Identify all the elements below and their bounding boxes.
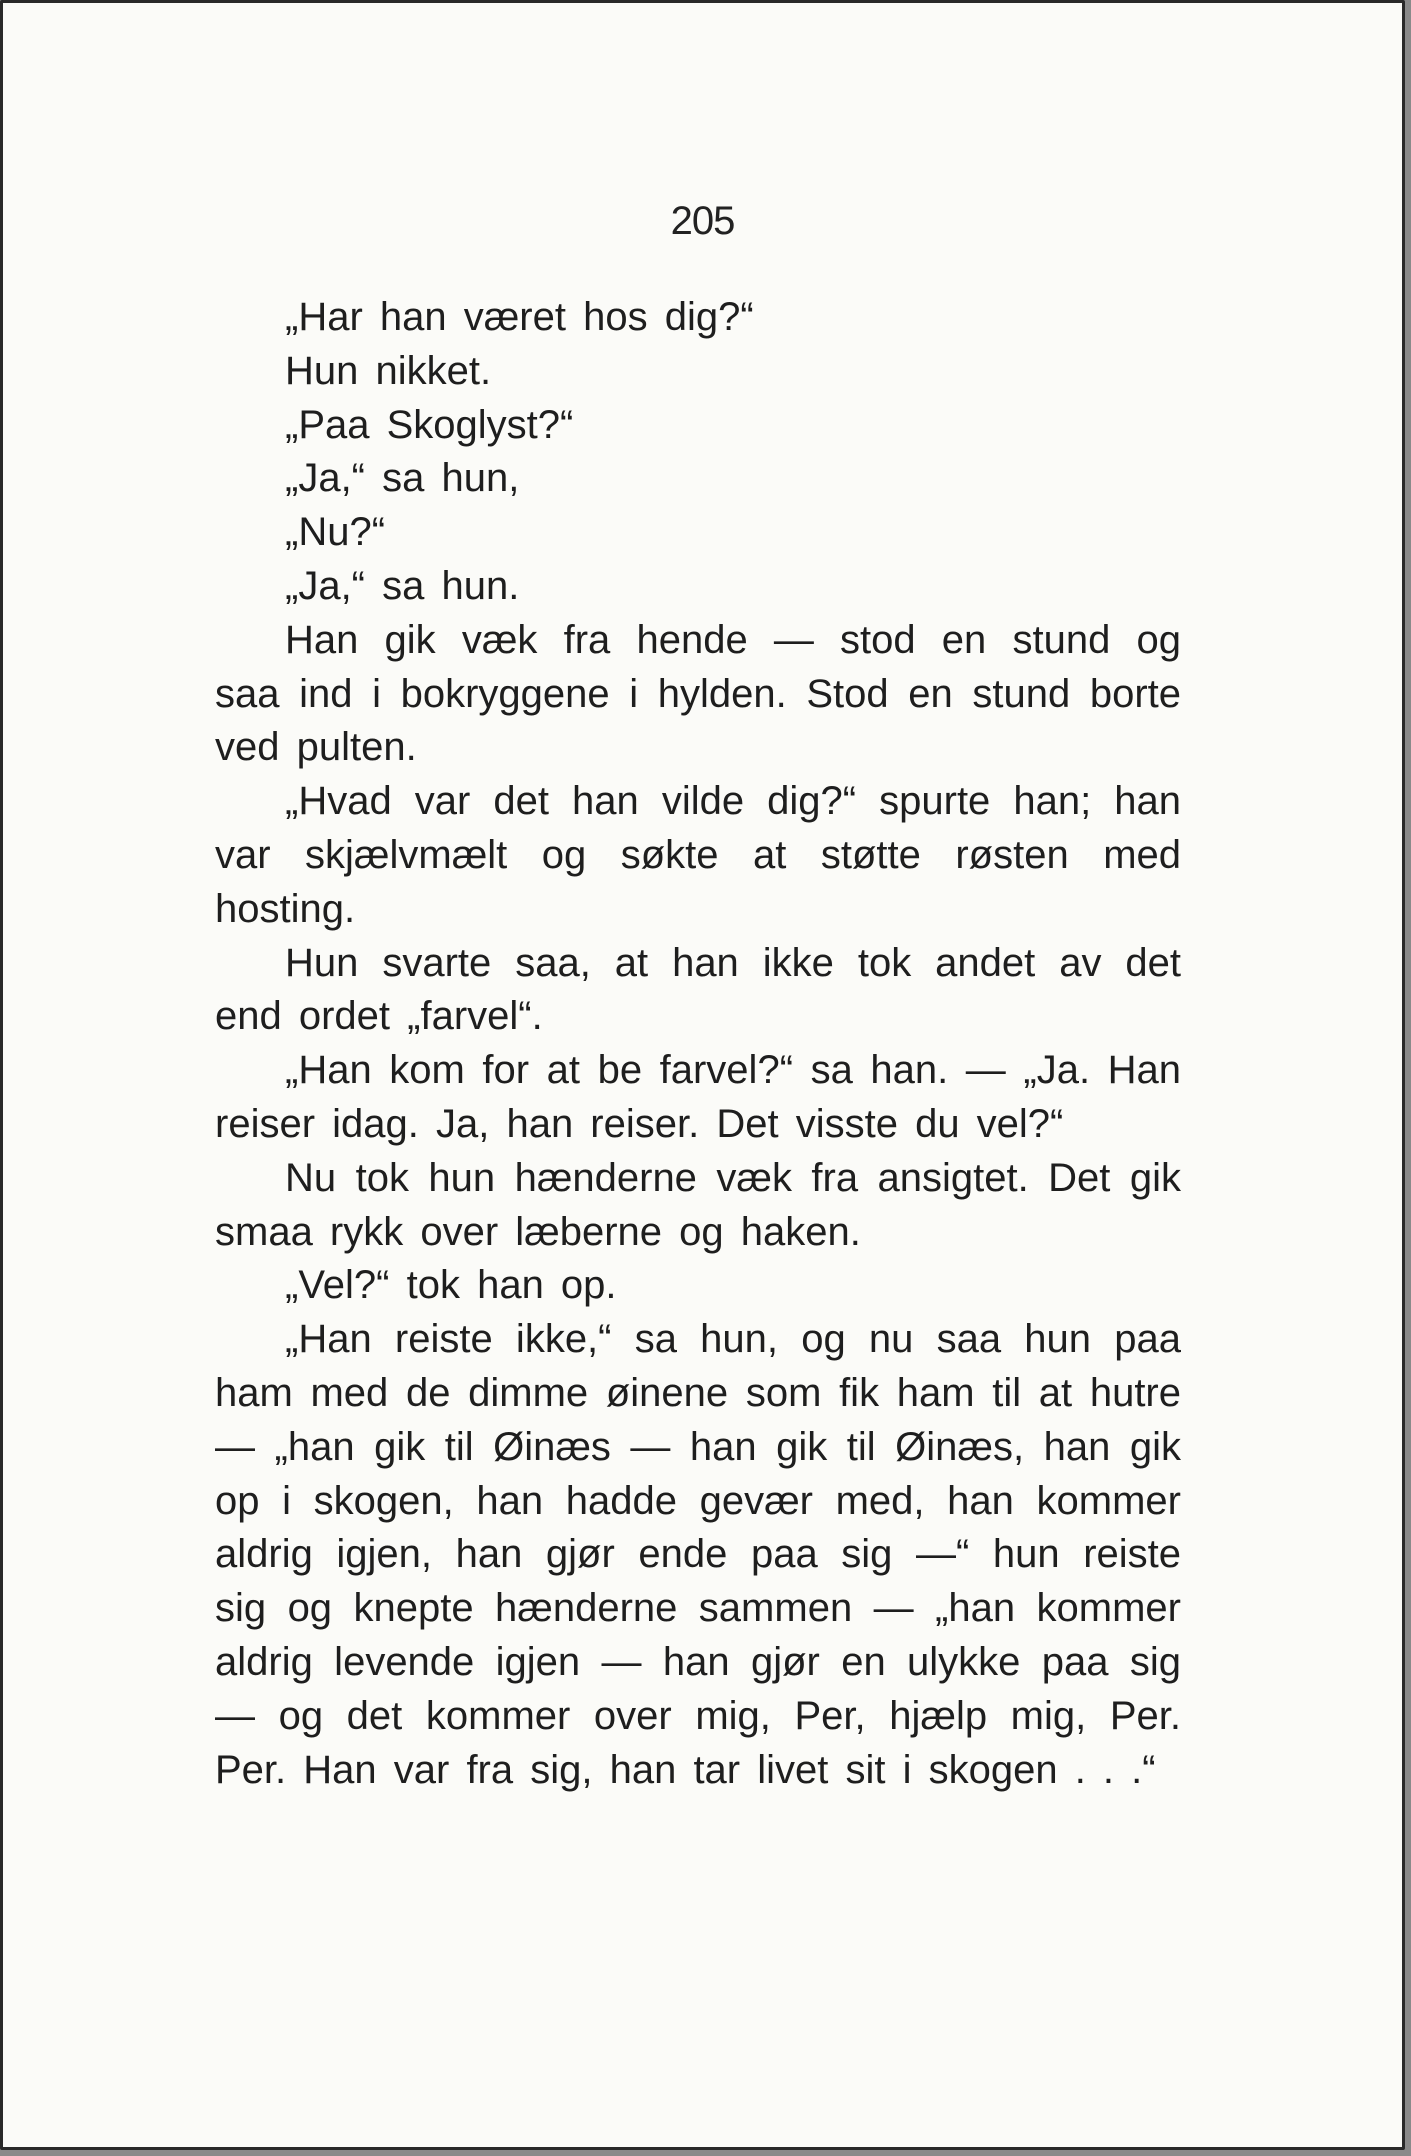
paragraph: Hun svarte saa, at han ikke tok andet av det end ordet „farvel“. — [215, 940, 1181, 1039]
paragraph: „Hvad var det han vilde dig?“ spurte han; han var skjælvmælt og søkte at støtte røsten med hosting. — [215, 779, 1181, 931]
paragraph: „Ja,“ sa hun. — [285, 563, 520, 608]
paragraph: Hun nikket. — [285, 348, 492, 393]
paragraph: Han gik væk fra hende — stod en stund og saa ind i bokryggene i hylden. Stod en stund borte ved pulten. — [215, 617, 1181, 770]
paragraph: Nu tok hun hænderne væk fra ansigtet. Det gik smaa rykk over læberne og haken. — [215, 1155, 1181, 1254]
paragraph: „Ja,“ sa hun, — [285, 456, 520, 501]
body-text — [215, 291, 1181, 1797]
paragraph: „Paa Skoglyst?“ — [285, 402, 574, 447]
paragraph: „Har han været hos dig?“ — [285, 295, 754, 339]
paragraph: „Han reiste ikke,“ sa hun, og nu saa hun paa ham med de dimme øinene som fik ham til at hutre — „han gik til Øinæs — han gik til Øinæs, han gik op i skogen, han hadde gevær med, han kommer aldrig igjen, han gjør ende paa sig —“ hun reiste sig og knepte hænderne sammen — „han kommer aldrig levende igjen — han gjør en ulykke paa sig — og det kommer over mig, Per, hjælp mig, Per. Per. Han var fra sig, han tar livet sit i skogen . . .“ — [215, 1317, 1181, 1792]
page-number: 205 — [670, 199, 735, 243]
paragraph: „Han kom for at be farvel?“ sa han. — „Ja. Han reiser idag. Ja, han reiser. Det visste du vel?“ — [215, 1048, 1181, 1146]
paragraph: „Vel?“ tok han op. — [285, 1263, 617, 1308]
paragraph: „Nu?“ — [285, 510, 386, 555]
